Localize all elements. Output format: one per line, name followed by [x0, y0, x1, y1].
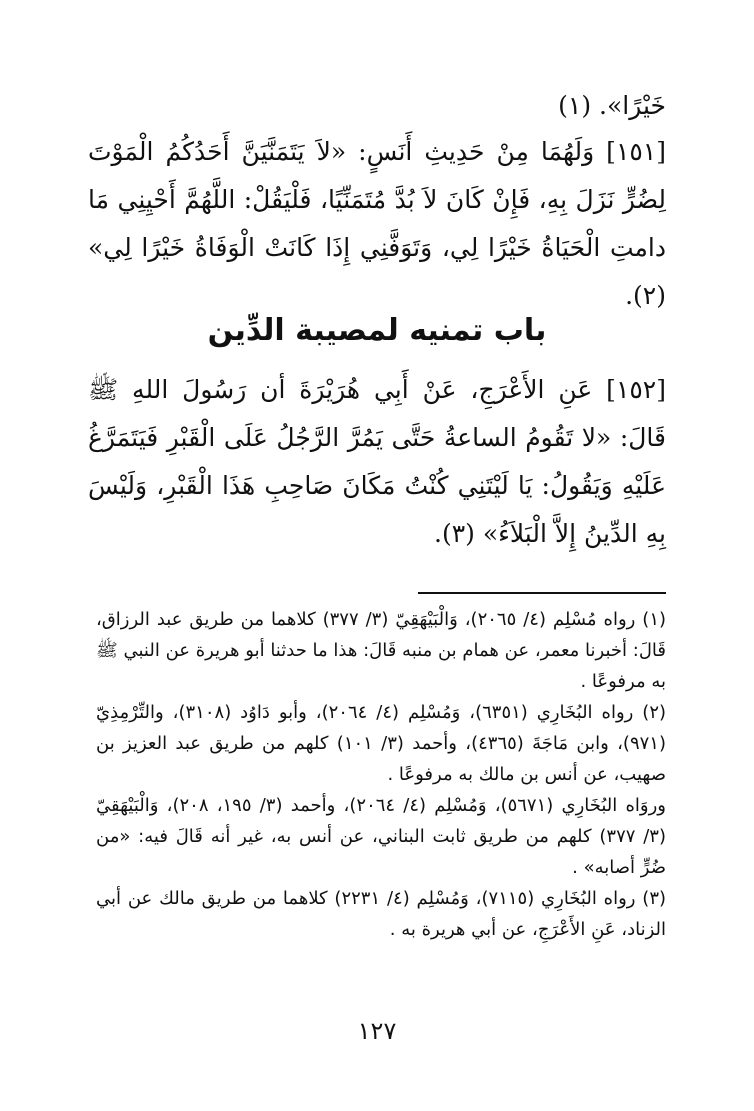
footnotes — [96, 604, 666, 945]
continuation-line: خَيْرًا». (١) — [558, 91, 666, 120]
page-number: ١٢٧ — [357, 1017, 397, 1045]
footnote-divider — [418, 592, 666, 594]
footnote-3: (٣) رواه البُخَارِي (٧١١٥)، وَمُسْلِم (٤/ ٢٢٣١) كلاهما من طريق مالك عن أبي الزناد، عَنِ الأَعْرَجِ، عن أبي هريرة به . — [96, 888, 667, 940]
hadith-151-block — [88, 128, 666, 320]
chapter-title: باب تمنيه لمصيبة الدِّين — [207, 313, 547, 348]
hadith-152: [١٥٢] عَنِ الأَعْرَجِ، عَنْ أَبِي هُرَيْرَةَ أن رَسُولَ اللهِ ﷺ قَالَ: «لا تَقُومُ الساعةُ حَتَّى يَمُرَّ الرَّجُلُ عَلَى الْقَبْرِ فَيَتَمَرَّغُ عَلَيْهِ وَيَقُولُ: يَا لَيْتَنِي كُنْتُ مَكَانَ صَاحِبِ هَذَا الْقَبْرِ، وَلَيْسَ بِهِ الدِّينُ إِلاَّ الْبَلاَءُ» (٣). — [88, 375, 666, 548]
hadith-151: [١٥١] وَلَهُمَا مِنْ حَدِيثِ أَنَسٍ: «لاَ يَتَمَنَّيَنَّ أَحَدُكُمُ الْمَوْتَ لِضُرٍّ نَزَلَ بِهِ، فَإِنْ كَانَ لاَ بُدَّ مُتَمَنِّيًا، فَلْيَقُلْ: اللَّهُمَّ أَحْيِنِي مَا دامتِ الْحَيَاةُ خَيْرًا لِي، وَتَوَفَّنِي إِذَا كَانَتْ الْوَفَاةُ خَيْرًا لِي» (٢). — [88, 137, 666, 310]
footnote-2-continued: وروَاه البُخَارِي (٥٦٧١)، وَمُسْلِم (٤/ ٢٠٦٤)، وأحمد (٣/ ١٩٥، ٢٠٨)، وَالْبَيْهَقِيّ (٣/ ٣٧٧) كلهم من طريق ثابت البناني، عن أنس به، غير أنه قَالَ فيه: «من ضُرٍّ أصابه» . — [96, 795, 666, 878]
footnote-1: (١) رواه مُسْلِم (٤/ ٢٠٦٥)، وَالْبَيْهَقِيّ (٣/ ٣٧٧) كلاهما من طريق عبد الرزاق، قَالَ: أخبرنا معمر، عن همام بن منبه قَالَ: هذا ما حدثنا أبو هريرة عن النبي ﷺ به مرفوعًا . — [96, 609, 667, 692]
hadith-152-block — [88, 366, 666, 558]
footnote-2: (٢) رواه البُخَارِي (٦٣٥١)، وَمُسْلِم (٤/ ٢٠٦٤)، وأبو دَاوُد (٣١٠٨)، والتِّرْمِذِيّ (٩٧١)، وابن مَاجَةَ (٤٣٦٥)، وأحمد (٣/ ١٠١) كلهم من طريق عبد العزيز بن صهيب، عن أنس بن مالك به مرفوعًا . — [96, 702, 667, 785]
